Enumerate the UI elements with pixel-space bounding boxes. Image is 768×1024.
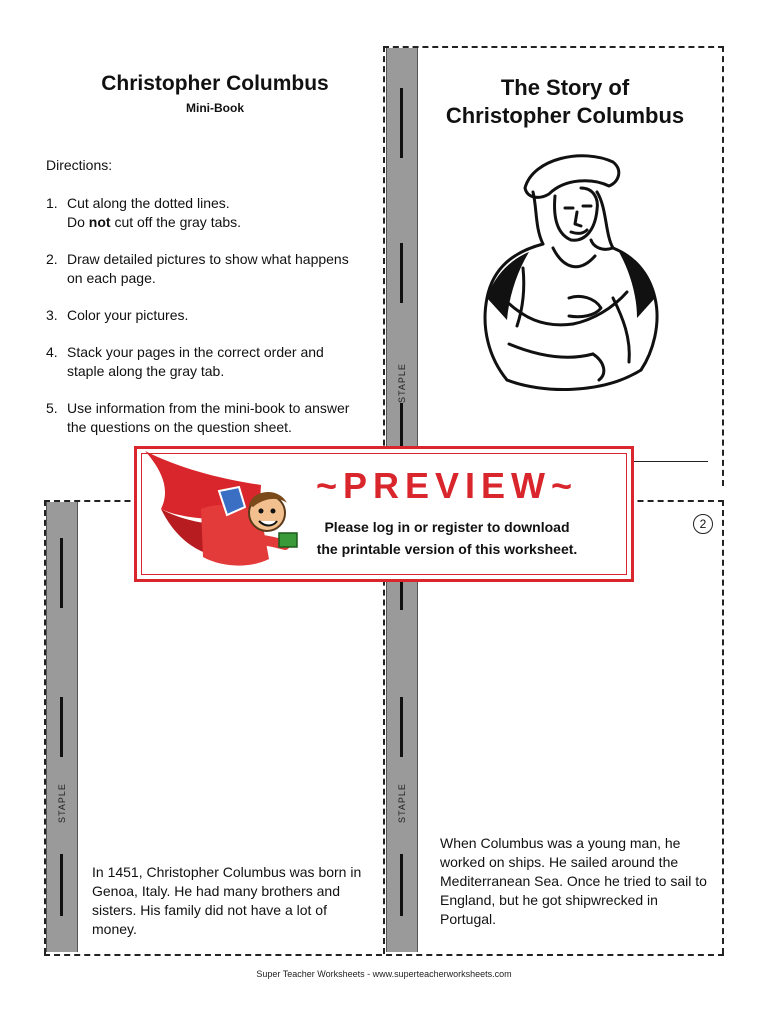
tab-mark [400, 854, 403, 916]
cut-line-center-upper [383, 46, 385, 486]
direction-text: Do [67, 214, 89, 230]
direction-number: 1. [46, 195, 58, 211]
direction-item [46, 343, 356, 381]
tab-mark [400, 243, 403, 303]
tab-mark [400, 697, 403, 757]
direction-item [46, 250, 356, 288]
columbus-portrait-icon [473, 148, 668, 398]
cut-line-top-right [383, 46, 724, 48]
direction-text: Color your pictures. [67, 307, 189, 323]
staple-tab-top-right [386, 48, 418, 498]
cut-line-right-lower [722, 500, 724, 954]
direction-item [46, 399, 356, 437]
directions-list [46, 194, 356, 455]
tab-mark [60, 538, 63, 608]
tab-mark [400, 403, 403, 448]
story-title-line1: The Story of [500, 75, 630, 100]
direction-number: 2. [46, 251, 58, 267]
cut-line-bottom [44, 954, 724, 956]
preview-banner[interactable] [134, 446, 634, 582]
staple-tab-bottom-left [46, 502, 78, 952]
direction-number: 5. [46, 400, 58, 416]
cover-title: Christopher Columbus [101, 72, 329, 95]
directions-label: Directions: [46, 157, 113, 173]
direction-number: 4. [46, 344, 58, 360]
preview-message-line1: Please log in or register to download [324, 519, 570, 535]
staple-label: STAPLE [57, 783, 67, 823]
page-number-badge: 2 [693, 514, 713, 534]
direction-text: Cut along the dotted lines. [67, 195, 230, 211]
direction-number: 3. [46, 307, 58, 323]
tab-mark [60, 854, 63, 916]
direction-text-line2 [67, 213, 356, 232]
tab-mark [60, 697, 63, 757]
preview-heading: ~PREVIEW~ [315, 465, 579, 506]
direction-item [46, 194, 356, 232]
tab-mark [400, 582, 403, 610]
direction-emphasis: not [88, 214, 111, 230]
superhero-mascot-icon [141, 449, 301, 579]
direction-text: cut off the gray tabs. [110, 214, 242, 230]
tab-mark [400, 88, 403, 158]
direction-text: Stack your pages in the correct order and staple along the gray tab. [67, 344, 324, 379]
footer-credit: Super Teacher Worksheets - www.superteacherworksheets.com [256, 969, 512, 979]
page1-text: In 1451, Christopher Columbus was born in Genoa, Italy. He had many brothers and sisters. His family did not have a lot of money. [92, 864, 362, 937]
story-title-line2: Christopher Columbus [445, 103, 685, 128]
staple-label: STAPLE [397, 363, 407, 403]
preview-message-line2: the printable version of this worksheet. [316, 541, 578, 557]
cover-subtitle: Mini-Book [186, 101, 244, 115]
direction-text: Use information from the mini-book to answer the questions on the question sheet. [67, 400, 350, 435]
direction-item [46, 306, 356, 325]
page2-text: When Columbus was a young man, he worked on ships. He sailed around the Mediterranean Sea. Once he tried to sail to England, but he got shipwrecked in Portugal. [440, 835, 707, 927]
direction-text: Draw detailed pictures to show what happens on each page. [67, 251, 349, 286]
staple-label: STAPLE [397, 783, 407, 823]
cut-line-right-upper [722, 46, 724, 486]
story-title [420, 74, 710, 130]
